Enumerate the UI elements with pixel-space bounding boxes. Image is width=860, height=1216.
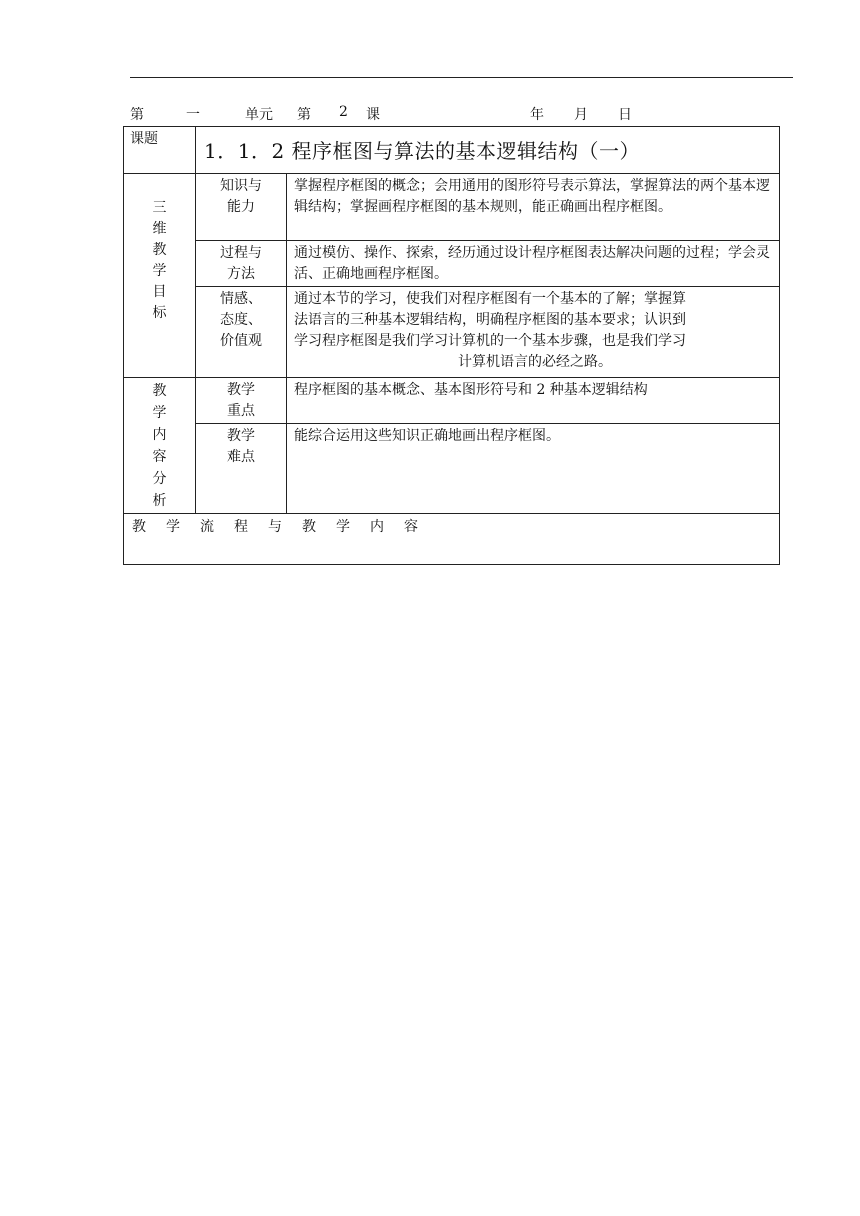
- flow-char: 学: [166, 519, 180, 535]
- goals-label: [124, 198, 195, 324]
- goals-label-char: 教: [152, 242, 167, 258]
- goals-label-char: 三: [152, 200, 167, 216]
- unit-prefix: 第: [130, 107, 144, 123]
- row-divider: [124, 173, 779, 174]
- goal-label-line: 知识与: [220, 178, 262, 194]
- goal-process-label: [196, 243, 286, 285]
- flow-char: 内: [370, 519, 384, 535]
- content-line: 法语言的三种基本逻辑结构，明确程序框图的基本要求；认识到: [294, 312, 686, 328]
- analysis-label-char: 内: [152, 427, 167, 443]
- topic-label: 课题: [130, 131, 158, 147]
- analysis-label-char: 学: [152, 405, 167, 421]
- flow-char: 与: [268, 519, 282, 535]
- month-label: 月: [574, 107, 588, 123]
- key-points-content: 程序框图的基本概念、基本图形符号和 2 种基本逻辑结构: [294, 382, 648, 398]
- lesson-suffix: 课: [366, 107, 380, 123]
- goal-knowledge-label: [196, 176, 286, 218]
- goals-label-char: 目: [152, 284, 167, 300]
- difficulties-content: 能综合运用这些知识正确地画出程序框图。: [294, 428, 560, 444]
- flow-char: 程: [234, 519, 248, 535]
- unit-number: 一: [186, 107, 200, 123]
- lesson-prefix: 第: [297, 107, 311, 123]
- row-divider: [196, 286, 779, 287]
- flow-char: 流: [200, 519, 214, 535]
- key-points-label: [196, 380, 286, 422]
- row-divider: [196, 423, 779, 424]
- year-label: 年: [530, 107, 544, 123]
- unit-suffix: 单元: [245, 107, 273, 123]
- column-divider: [286, 173, 287, 513]
- day-label: 日: [618, 107, 632, 123]
- row-divider: [196, 240, 779, 241]
- lesson-number: 2: [339, 104, 348, 120]
- goal-label-line: 方法: [227, 266, 255, 282]
- content-line: 计算机语言的必经之路。: [458, 354, 612, 370]
- goal-attitude-content: [294, 289, 776, 373]
- goal-process-content: 通过模仿、操作、探索，经历通过设计程序框图表达解决问题的过程；学会灵活、正确地画程序框图。: [294, 245, 770, 282]
- goal-label-line: 价值观: [220, 333, 262, 349]
- lesson-header: [130, 104, 670, 124]
- goals-label-char: 维: [152, 221, 167, 237]
- content-line: 学习程序框图是我们学习计算机的一个基本步骤，也是我们学习: [294, 333, 686, 349]
- flow-char: 容: [404, 519, 418, 535]
- flow-char: 教: [132, 519, 146, 535]
- goals-label-char: 标: [152, 305, 167, 321]
- topic-title: 1．1．2 程序框图与算法的基本逻辑结构（一）: [204, 139, 641, 163]
- goal-label-line: 过程与: [220, 245, 262, 261]
- difficulties-label: [196, 426, 286, 468]
- goal-label-line: 态度、: [220, 312, 262, 328]
- row-divider: [124, 513, 779, 514]
- lesson-plan-table: [123, 126, 780, 565]
- teaching-flow-label: [132, 517, 772, 538]
- analysis-label: [124, 380, 195, 512]
- goal-knowledge-content: 掌握程序框图的概念；会用通用的图形符号表示算法，掌握算法的两个基本逻辑结构；掌握画程序框图的基本规则，能正确画出程序框图。: [294, 178, 770, 215]
- goals-label-char: 学: [152, 263, 167, 279]
- analysis-label-line: 难点: [227, 449, 255, 465]
- analysis-label-char: 容: [152, 449, 167, 465]
- analysis-label-char: 分: [152, 471, 167, 487]
- flow-char: 教: [302, 519, 316, 535]
- analysis-label-line: 重点: [227, 403, 255, 419]
- row-divider: [124, 377, 779, 378]
- analysis-label-line: 教学: [227, 382, 255, 398]
- analysis-label-char: 析: [152, 493, 167, 509]
- goal-label-line: 情感、: [220, 291, 262, 307]
- top-rule: [130, 77, 793, 78]
- analysis-label-char: 教: [152, 383, 167, 399]
- analysis-label-line: 教学: [227, 428, 255, 444]
- goal-label-line: 能力: [227, 199, 255, 215]
- content-line: 通过本节的学习，使我们对程序框图有一个基本的了解；掌握算: [294, 291, 686, 307]
- goal-attitude-label: [196, 289, 286, 352]
- flow-char: 学: [336, 519, 350, 535]
